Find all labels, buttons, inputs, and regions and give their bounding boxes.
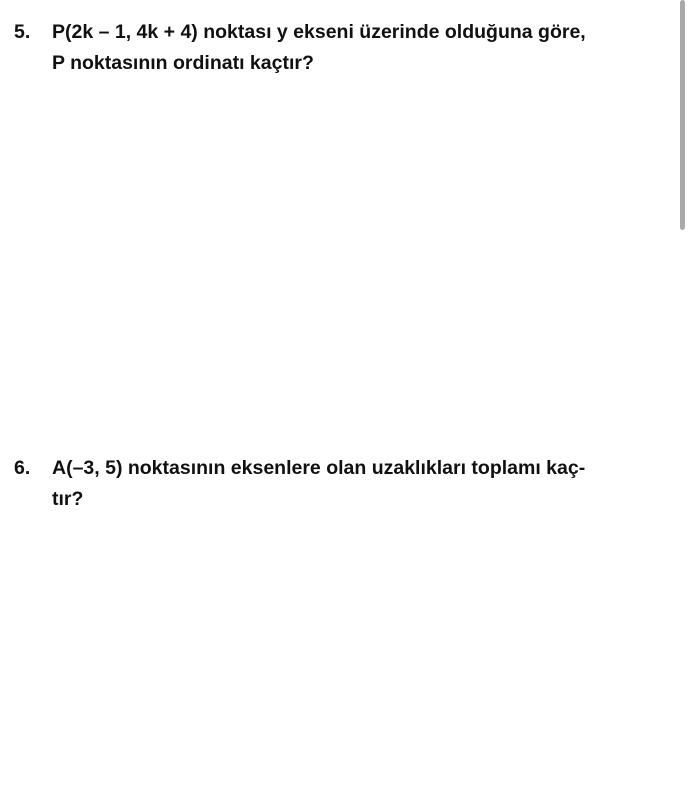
question-text-line-1: A(–3, 5) noktasının eksenlere olan uzaklıkları toplamı kaç- [52, 457, 586, 479]
question-text-line-1: P(2k – 1, 4k + 4) noktası y ekseni üzerinde olduğuna göre, [52, 21, 586, 43]
question-6 [14, 453, 664, 515]
question-number: 5. [14, 21, 31, 43]
question-number: 6. [14, 457, 31, 479]
vertical-scrollbar-thumb[interactable] [680, 0, 685, 230]
question-text-line-2: P noktasının ordinatı kaçtır? [52, 52, 314, 74]
question-text-line-2: tır? [52, 488, 84, 510]
question-5 [14, 17, 664, 79]
